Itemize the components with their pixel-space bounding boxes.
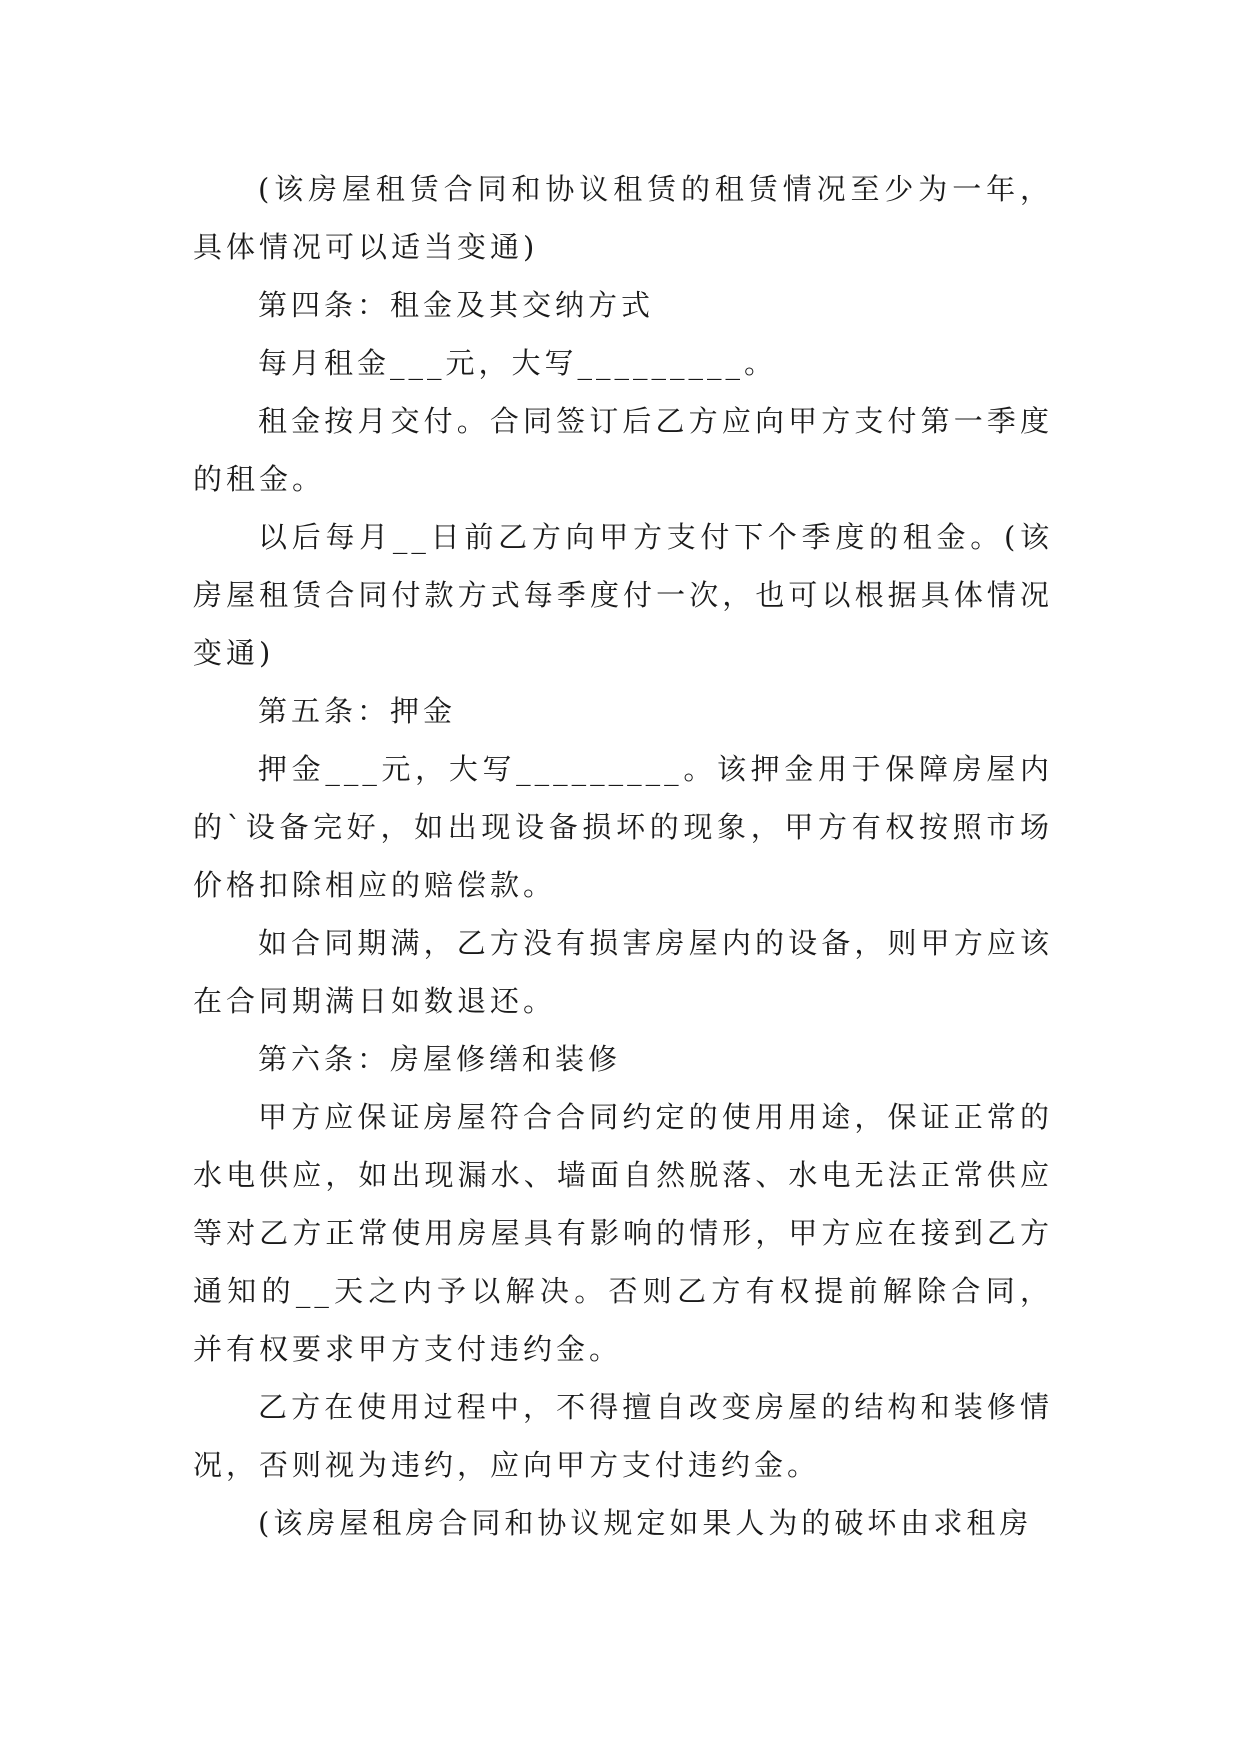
- document-body: [193, 160, 1053, 1552]
- paragraph-rent-payment: 租金按月交付。合同签订后乙方应向甲方支付第一季度的租金。: [193, 404, 1053, 496]
- paragraph-damage-note: (该房屋租房合同和协议规定如果人为的破坏由求租房: [258, 1506, 1033, 1540]
- paragraph-landlord-repair: 甲方应保证房屋符合合同约定的使用用途，保证正常的水电供应，如出现漏水、墙面自然脱落、水电无法正常供应等对乙方正常使用房屋具有影响的情形，甲方应在接到乙方通知的__天之内予以解决。否则乙方有权提前解除合同，并有权要求甲方支付违约金。: [193, 1100, 1053, 1366]
- paragraph-deposit-refund: 如合同期满，乙方没有损害房屋内的设备，则甲方应该在合同期满日如数退还。: [193, 926, 1053, 1018]
- article-6-heading: 第六条：房屋修缮和装修: [258, 1042, 622, 1076]
- article-4-heading: 第四条：租金及其交纳方式: [258, 288, 655, 322]
- paragraph-deposit: 押金___元，大写_________。该押金用于保障房屋内的`设备完好，如出现设备损坏的现象，甲方有权按照市场价格扣除相应的赔偿款。: [193, 752, 1053, 902]
- article-5-heading: 第五条：押金: [258, 694, 457, 728]
- paragraph-tenant-alteration: 乙方在使用过程中，不得擅自改变房屋的结构和装修情况，否则视为违约，应向甲方支付违约金。: [193, 1390, 1053, 1482]
- paragraph-monthly-rent: 每月租金___元，大写_________。: [258, 346, 778, 380]
- paragraph-quarterly-payment: 以后每月__日前乙方向甲方支付下个季度的租金。(该房屋租赁合同付款方式每季度付一次，也可以根据具体情况变通): [193, 520, 1053, 670]
- paragraph-lease-term-note: (该房屋租赁合同和协议租赁的租赁情况至少为一年，具体情况可以适当变通): [193, 172, 1053, 264]
